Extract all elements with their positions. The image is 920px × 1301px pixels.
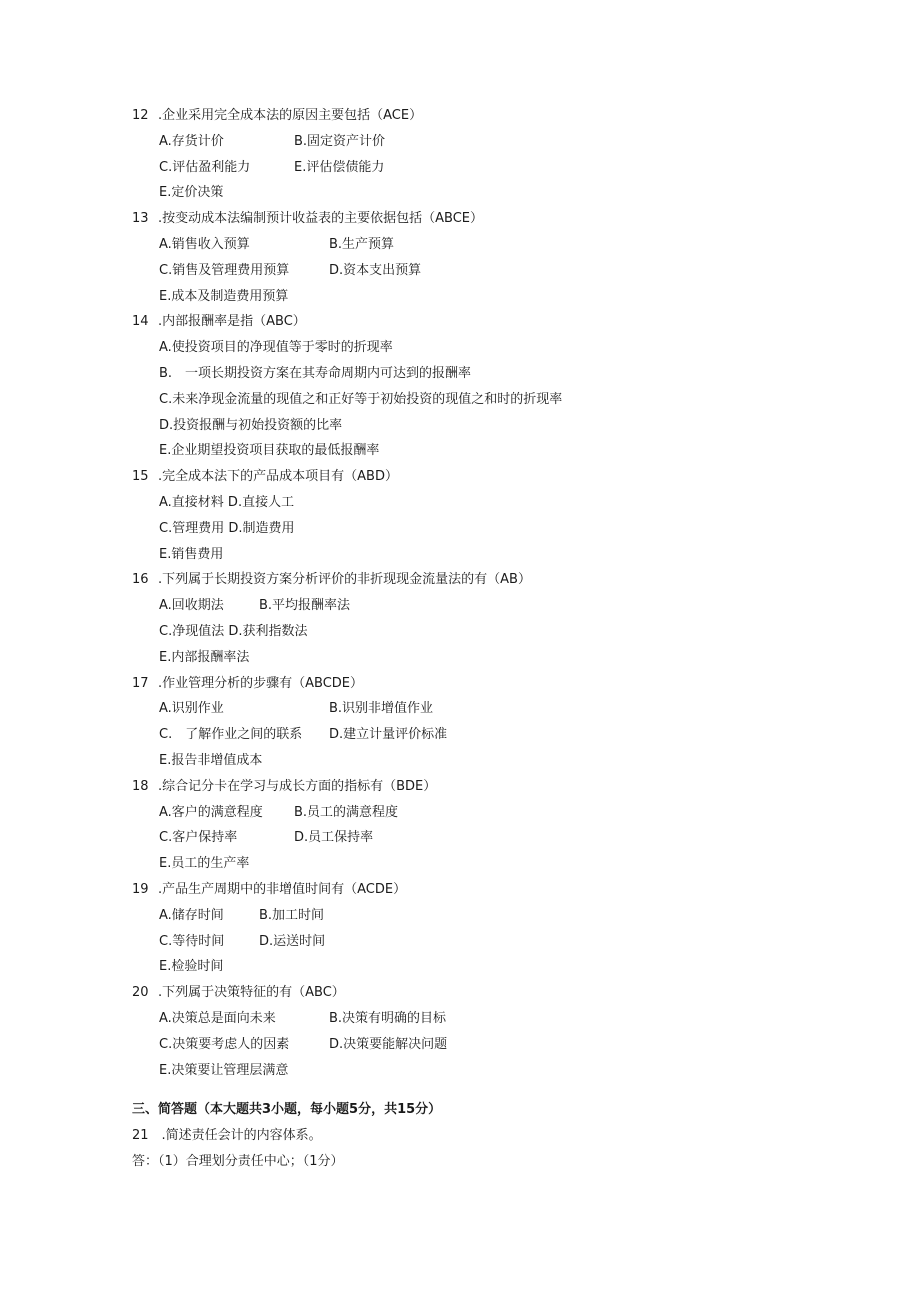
option-row — [159, 520, 295, 538]
option-row — [159, 649, 249, 667]
option-label: B.平均报酬率法 — [259, 598, 351, 614]
question-number: 15 — [132, 469, 149, 485]
option-label: D.资本支出预算 — [329, 262, 422, 278]
option-row — [159, 339, 393, 357]
option-label: C.销售及管理费用预算 — [159, 262, 290, 278]
option-label: E.评估偿债能力 — [294, 159, 385, 175]
question-13 — [132, 210, 483, 228]
option-label: C.决策要考虑人的因素 — [159, 1036, 290, 1052]
option-row — [159, 933, 326, 951]
option-label: D.运送时间 — [259, 933, 326, 949]
question-text: .下列属于决策特征的有（ABC） — [158, 985, 345, 1001]
question-text: .完全成本法下的产品成本项目有（ABD） — [158, 469, 398, 485]
question-text: .产品生产周期中的非增值时间有（ACDE） — [158, 882, 407, 897]
answer-line: 答：（1）合理划分责任中心；（1分） — [132, 1154, 344, 1169]
option-label: A.存货计价 — [159, 133, 224, 149]
option-label: D.决策要能解决问题 — [329, 1036, 448, 1052]
option-row — [159, 288, 288, 306]
option-row — [159, 752, 262, 770]
option-label: E.检验时间 — [159, 959, 224, 975]
option-label: A.决策总是面向未来 — [159, 1011, 276, 1026]
option-label: A.使投资项目的净现值等于零时的折现率 — [159, 340, 393, 356]
question-19 — [132, 881, 406, 899]
option-row — [159, 597, 351, 615]
question-number: 19 — [132, 882, 149, 897]
option-row — [159, 184, 223, 202]
option-label: E.企业期望投资项目获取的最低报酬率 — [159, 443, 380, 459]
option-label: A.储存时间 — [159, 907, 224, 923]
question-text: .下列属于长期投资方案分析评价的非折现现金流量法的有（AB） — [158, 572, 531, 588]
option-label: C.管理费用 D.制造费用 — [159, 520, 295, 536]
option-label: E.决策要让管理层满意 — [159, 1062, 289, 1078]
question-text: .企业采用完全成本法的原因主要包括（ACE） — [158, 108, 423, 123]
option-label: A.客户的满意程度 — [159, 804, 263, 820]
option-row — [159, 1010, 447, 1028]
option-label: B.员工的满意程度 — [294, 804, 399, 820]
option-label: B. 一项长期投资方案在其寿命周期内可达到的报酬率 — [159, 366, 472, 381]
question-20 — [132, 984, 345, 1002]
question-number: 17 — [132, 675, 149, 691]
option-row — [159, 133, 386, 151]
question-text: .综合记分卡在学习与成长方面的指标有（BDE） — [158, 778, 437, 794]
option-row — [159, 546, 223, 564]
option-label: E.内部报酬率法 — [159, 649, 250, 665]
question-number: 12 — [132, 108, 149, 123]
option-label: A.直接材料 D.直接人工 — [159, 495, 295, 510]
option-row — [159, 907, 325, 925]
option-label: A.回收期法 — [159, 598, 224, 614]
option-label: C.评估盈利能力 — [159, 159, 251, 175]
option-row — [159, 236, 395, 254]
option-row — [159, 623, 308, 641]
question-number: 20 — [132, 985, 149, 1001]
question-14 — [132, 313, 306, 331]
option-label: B.固定资产计价 — [294, 133, 386, 149]
option-label: B.生产预算 — [329, 237, 395, 252]
option-row — [159, 417, 342, 435]
question-17 — [132, 675, 363, 693]
option-label: C.净现值法 D.获利指数法 — [159, 624, 308, 639]
option-row — [159, 958, 223, 976]
option-row — [159, 700, 434, 718]
option-row — [159, 442, 379, 460]
option-label: C.客户保持率 — [159, 830, 238, 846]
option-label: B.决策有明确的目标 — [329, 1011, 447, 1026]
option-row — [159, 726, 448, 744]
option-label: A.识别作业 — [159, 701, 224, 717]
question-text: .作业管理分析的步骤有（ABCDE） — [158, 675, 364, 691]
question-16 — [132, 571, 531, 589]
question-text: .按变动成本法编制预计收益表的主要依据包括（ABCE） — [158, 211, 484, 227]
option-label: E.成本及制造费用预算 — [159, 288, 289, 304]
option-row — [159, 365, 471, 383]
question-15 — [132, 468, 398, 486]
question-number: 18 — [132, 778, 149, 794]
option-label: E.定价决策 — [159, 185, 224, 201]
option-label: C. 了解作业之间的联系 — [159, 727, 303, 743]
option-label: B.识别非增值作业 — [329, 701, 434, 717]
question-number: 16 — [132, 572, 149, 588]
option-row — [159, 494, 294, 512]
option-label: E.员工的生产率 — [159, 856, 250, 872]
question-number: 14 — [132, 314, 149, 330]
option-row — [159, 1036, 448, 1054]
option-row — [159, 391, 562, 409]
option-row — [159, 159, 385, 177]
option-label: E.销售费用 — [159, 546, 224, 562]
option-row — [159, 855, 249, 873]
option-label: D.投资报酬与初始投资额的比率 — [159, 417, 343, 433]
question-21: 21 .简述责任会计的内容体系。 — [132, 1128, 322, 1144]
option-label: D.建立计量评价标准 — [329, 727, 448, 743]
option-label: B.加工时间 — [259, 907, 325, 923]
option-label: D.员工保持率 — [294, 830, 374, 846]
option-label: C.未来净现金流量的现值之和正好等于初始投资的现值之和时的折现率 — [159, 391, 563, 407]
option-row — [159, 262, 422, 280]
option-row — [159, 1062, 288, 1080]
question-12 — [132, 107, 422, 125]
option-row — [159, 829, 374, 847]
option-label: C.等待时间 — [159, 933, 225, 949]
question-18 — [132, 778, 436, 796]
question-number: 13 — [132, 211, 149, 227]
option-row — [159, 804, 399, 822]
section-heading: 三、简答题（本大题共3小题，每小题5分，共15分） — [132, 1102, 442, 1118]
option-label: E.报告非增值成本 — [159, 753, 263, 768]
option-label: A.销售收入预算 — [159, 237, 250, 252]
question-text: .内部报酬率是指（ABC） — [158, 314, 306, 330]
